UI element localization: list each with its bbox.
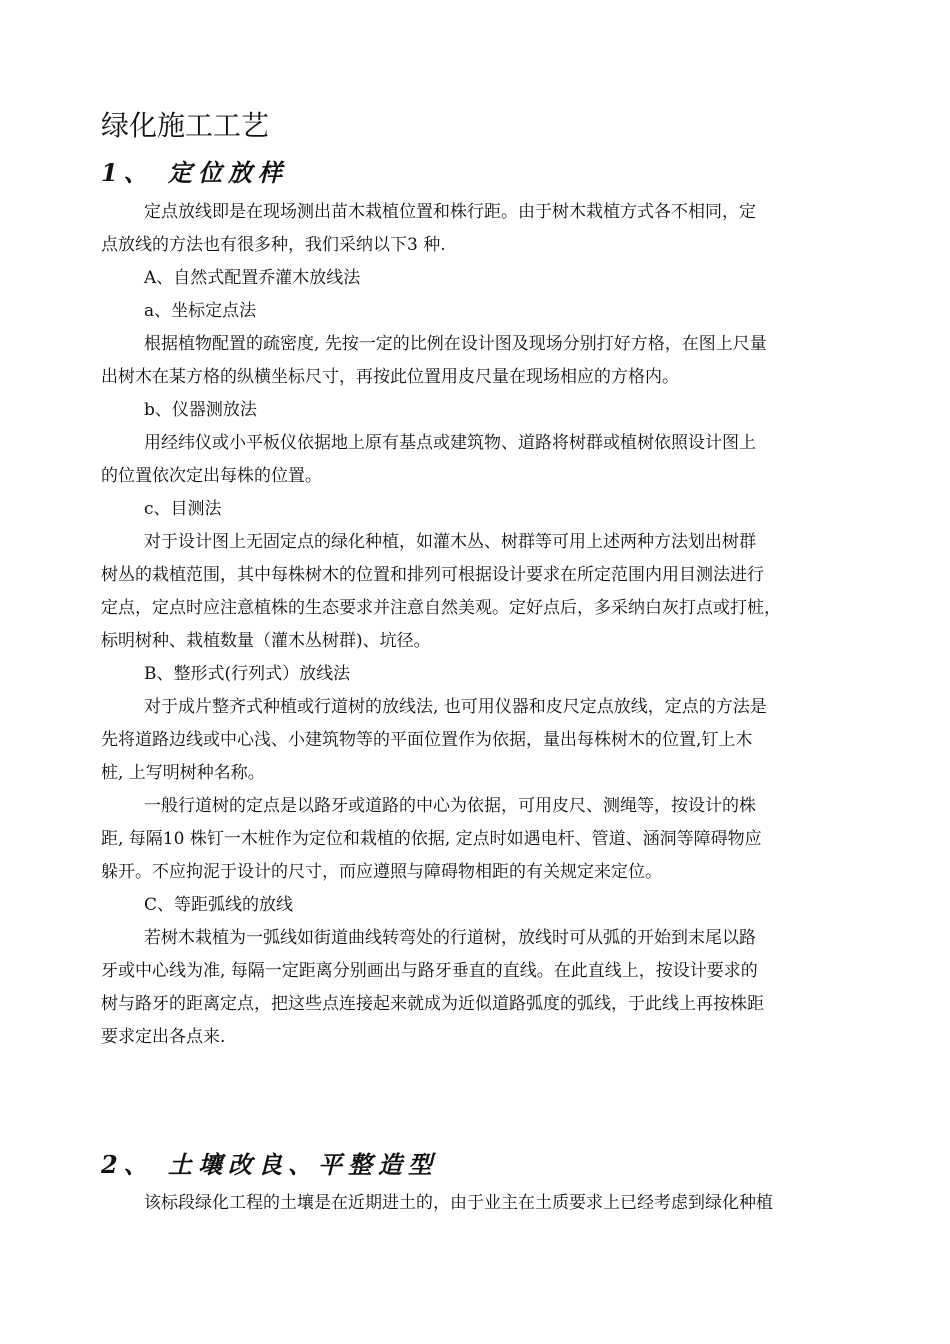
paragraph-line: 树与路牙的距离定点，把这些点连接起来就成为近似道路弧度的弧线，于此线上再按株距 [101,994,764,1014]
paragraph-line: 桩, 上写明树种名称。 [101,763,265,783]
paragraph-line: 距, 每隔10 株钉一木桩作为定位和栽植的依据, 定点时如遇电杆、管道、涵洞等障碍物应 [101,829,762,849]
section-2-body [101,1187,861,1220]
paragraph-line: 定点放线即是在现场测出苗木栽植位置和株行距。由于树木栽植方式各不相同，定 [144,202,756,222]
paragraph [101,889,861,922]
paragraph-line: 根据植物配置的疏密度, 先按一定的比例在设计图及现场分别打好方格，在图上尺量 [144,334,767,354]
paragraph-line: a、坐标定点法 [144,301,257,321]
paragraph-line: 一般行道树的定点是以路牙或道路的中心为依据，可用皮尺、测绳等，按设计的株 [144,796,756,816]
paragraph-line: 的位置依次定出每株的位置。 [101,466,322,486]
paragraph [101,493,861,526]
paragraph [101,328,861,394]
section-1-body [101,196,861,1054]
paragraph-line: 先将道路边线或中心浅、小建筑物等的平面位置作为依据，量出每株树木的位置,钉上木 [101,730,753,750]
paragraph [101,196,861,262]
paragraph-line: 定点，定点时应注意植株的生态要求并注意自然美观。定好点后，多采纳白灰打点或打桩， [101,598,781,618]
paragraph-line: 要求定出各点来. [101,1027,226,1047]
paragraph-line: 出树木在某方格的纵横坐标尺寸，再按此位置用皮尺量在现场相应的方格内。 [101,367,679,387]
paragraph-line: 用经纬仪或小平板仪依据地上原有基点或建筑物、道路将树群或植树依照设计图上 [144,433,756,453]
paragraph-line: 标明树种、栽植数量（灌木丛树群)、坑径。 [101,631,431,651]
paragraph [101,1187,861,1220]
section-heading-2: 2、 土壤改良、平整造型 [101,1150,439,1179]
paragraph-line: 躲开。不应拘泥于设计的尺寸，而应遵照与障碍物相距的有关规定来定位。 [101,862,662,882]
paragraph-line: b、仪器测放法 [144,400,257,420]
paragraph-line: 牙或中心线为准, 每隔一定距离分别画出与路牙垂直的直线。在此直线上，按设计要求的 [101,961,758,981]
paragraph-line: 对于成片整齐式种植或行道树的放线法, 也可用仪器和皮尺定点放线，定点的方法是 [144,697,767,717]
paragraph [101,658,861,691]
paragraph-line: B、整形式(行列式）放线法 [144,664,351,684]
paragraph-line: c、目测法 [144,499,222,519]
paragraph-line: 对于设计图上无固定点的绿化种植，如灌木丛、树群等可用上述两种方法划出树群 [144,532,756,552]
document-title: 绿化施工工艺 [101,109,270,142]
paragraph [101,262,861,295]
paragraph [101,922,861,1054]
paragraph-line: 该标段绿化工程的土壤是在近期进土的，由于业主在土质要求上已经考虑到绿化种植 [144,1193,773,1213]
paragraph-line: 点放线的方法也有很多种，我们采纳以下3 种. [101,235,446,255]
paragraph [101,526,861,658]
paragraph [101,691,861,790]
paragraph [101,295,861,328]
paragraph [101,394,861,427]
section-heading-1: 1、 定位放样 [101,158,289,187]
paragraph-line: A、自然式配置乔灌木放线法 [144,268,361,288]
paragraph [101,790,861,889]
paragraph-line: C、等距弧线的放线 [144,895,294,915]
paragraph [101,427,861,493]
paragraph-line: 若树木栽植为一弧线如街道曲线转弯处的行道树，放线时可从弧的开始到末尾以路 [144,928,756,948]
paragraph-line: 树丛的栽植范围，其中每株树木的位置和排列可根据设计要求在所定范围内用目测法进行 [101,565,764,585]
